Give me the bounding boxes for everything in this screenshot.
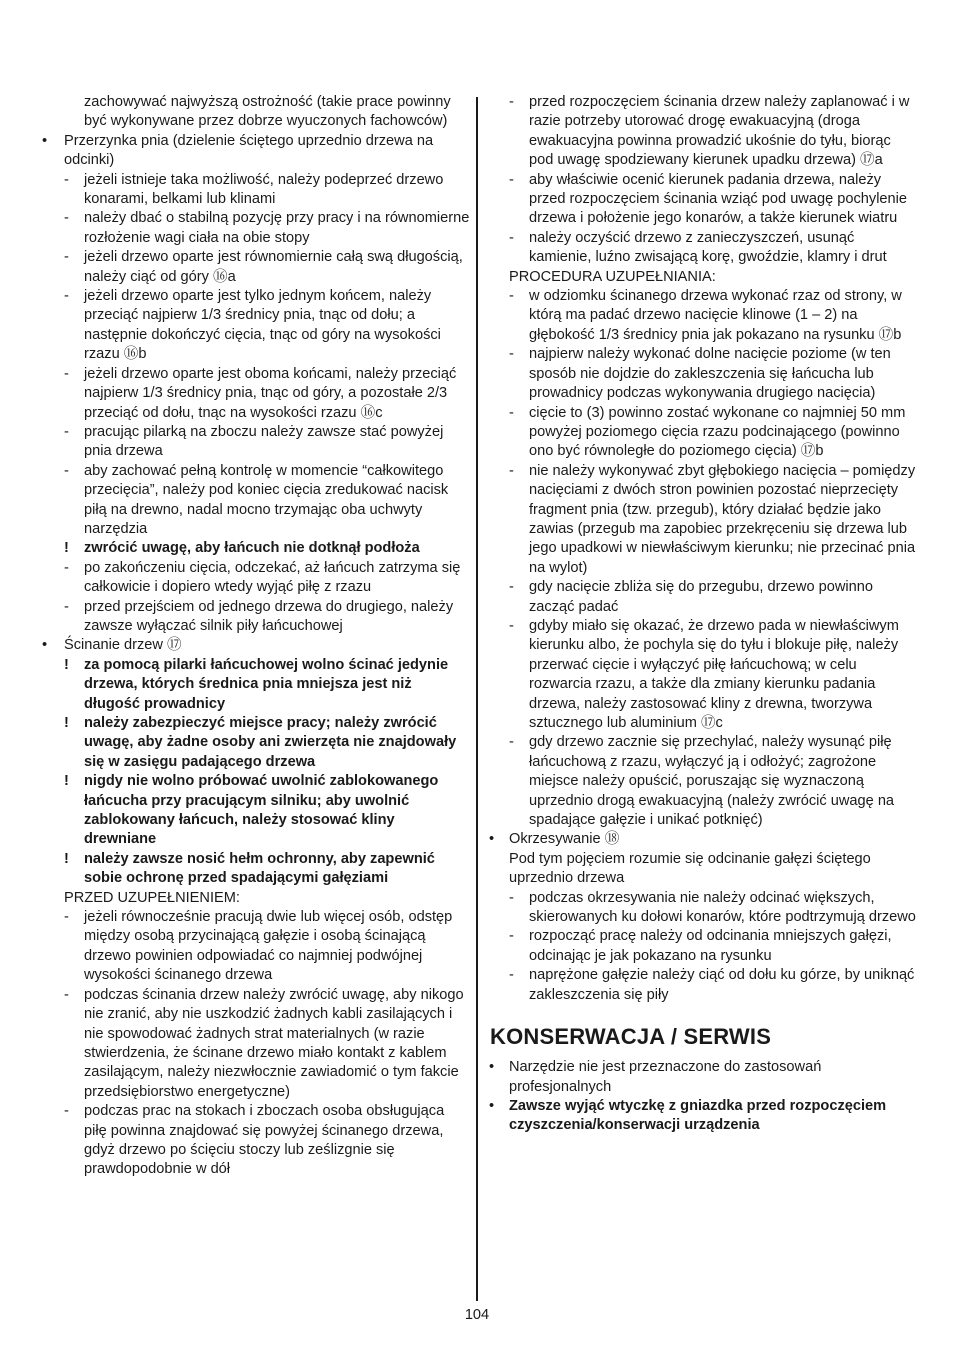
list-item bbox=[487, 966, 917, 1005]
dash-marker: - bbox=[64, 462, 69, 479]
item-text: naprężone gałęzie należy ciąć od dołu ku górze, by uniknąć zakleszczenia się piły bbox=[529, 967, 915, 1003]
list-item bbox=[40, 248, 470, 287]
section-heading: KONSERWACJA / SERWIS bbox=[490, 1024, 772, 1050]
dash-marker: - bbox=[509, 404, 514, 421]
dash-marker: - bbox=[64, 210, 69, 227]
left-column bbox=[40, 93, 470, 1180]
dash-marker: - bbox=[509, 967, 514, 984]
list-item bbox=[40, 1102, 470, 1180]
item-text: podczas prac na stokach i zboczach osoba obsługująca piłę powinna znajdować się powyżej ścinanego drzewa, gdyż drzewo po ścięciu stoczy lub ześlizgnie się prawdopodobnie w dół bbox=[84, 1103, 445, 1178]
dash-marker: - bbox=[509, 462, 514, 479]
list-item bbox=[40, 772, 470, 850]
item-text: cięcie to (3) powinno zostać wykonane co najmniej 50 mm powyżej poziomego cięcia rzazu podcinającego (powinno ono być równoległe do poziomego cięcia) ⑰b bbox=[529, 404, 906, 460]
item-text: jeżeli równocześnie pracują dwie lub więcej osób, odstęp między osobą przycinającą gałęzie i osobą ścinającą drzewo powinien odpowiadać co najmniej podwójnej wysokości ścinanego drzewa bbox=[84, 909, 453, 984]
item-text: rozpocząć pracę należy od odcinania mniejszych gałęzi, odcinając je jak pokazano na rysunku bbox=[529, 928, 892, 964]
dash-marker: - bbox=[509, 928, 514, 945]
bullet-marker: • bbox=[489, 831, 495, 848]
list-item bbox=[487, 617, 917, 733]
list-item bbox=[487, 733, 917, 830]
bullet-item bbox=[487, 830, 917, 849]
item-text: aby zachować pełną kontrolę w momencie “całkowitego przecięcia”, należy pod koniec cięcia zredukować nacisk piłą na drewno, nadal mocno trzymając oba uchwyty narzędzia bbox=[84, 462, 449, 537]
list-item bbox=[40, 171, 470, 210]
item-text: nigdy nie wolno próbować uwolnić zablokowanego łańcucha przy pracującym silniku; aby uwolnić zablokowany łańcuch, należy stosować kliny drewniane bbox=[84, 773, 439, 848]
bullet-item bbox=[40, 636, 470, 655]
right-column bbox=[487, 93, 917, 1136]
column-divider bbox=[476, 97, 478, 1301]
list-item bbox=[487, 404, 917, 462]
list-item bbox=[487, 927, 917, 966]
item-text: nie należy wykonywać zbyt głębokiego nacięcia – pomiędzy nacięciami z dwóch stron powinien pozostać nieprzecięty fragment pnia (tzw. przegub), który działać będzie jako zawias (przegub ma zapobiec przekręceniu się drzewa lub jego upadkowi w niewłaściwym kierunku; nie przecinać pnia na wylot) bbox=[529, 462, 916, 576]
list-item bbox=[40, 656, 470, 714]
bullet-marker: • bbox=[42, 132, 48, 149]
item-text: gdy drzewo zacznie się przechylać, należy wysunąć piłę łańcuchową z rzazu, wyłączyć ją i odłożyć; zagrożone miejsce należy opuścić, poruszając się wyznaczoną uprzednio drogą ewakuacyjną (należy zwrócić uwagę na spadające gałęzie i unikać potknięć) bbox=[529, 734, 895, 829]
dash-marker: - bbox=[509, 288, 514, 305]
item-text: PRZED UZUPEŁNIENIEM: bbox=[64, 889, 240, 906]
bullet-item bbox=[487, 1097, 917, 1136]
item-text: najpierw należy wykonać dolne nacięcie poziome (w ten sposób nie dojdzie do zakleszczenia się łańcucha lub prowadnicy podczas wykonywania drugiego nacięcia) bbox=[529, 346, 891, 402]
warning-marker: ! bbox=[64, 715, 69, 731]
dash-marker: - bbox=[509, 171, 514, 188]
list-item bbox=[487, 93, 917, 171]
paragraph bbox=[487, 268, 917, 287]
item-text: Narzędzie nie jest przeznaczone do zastosowań profesjonalnych bbox=[509, 1059, 822, 1095]
list-item bbox=[40, 986, 470, 1102]
list-item bbox=[40, 559, 470, 598]
item-text: zwrócić uwagę, aby łańcuch nie dotknął podłoża bbox=[84, 540, 420, 557]
list-item bbox=[40, 714, 470, 772]
item-text: gdyby miało się okazać, że drzewo pada w niewłaściwym kierunku albo, że pochyla się do tyłu i blokuje piłę, należy przerwać cięcie i wyłączyć piłę łańcuchową; w celu rozwarcia rzazu, a także dla zmiany kierunku padania drzewa, należy zastosować kliny z drewna, tworzywa sztucznego lub aluminium ⑰c bbox=[529, 617, 899, 731]
item-text: przed rozpoczęciem ścinania drzew należy zaplanować i w razie potrzeby utorować drogę ewakuacyjną (droga ewakuacyjna powinna prowadzić ukośnie do tyłu, biorąc pod uwagę spodziewany kierunek upadku drzewa) ⑰a bbox=[529, 94, 910, 169]
item-text: jeżeli drzewo oparte jest oboma końcami, należy przeciąć najpierw 1/3 średnicy pnia, tnąc od góry, a pozostałe 2/3 przeciąć od dołu, tnąc na wysokości rzazu ⑯c bbox=[84, 365, 457, 421]
list-item bbox=[487, 345, 917, 403]
warning-marker: ! bbox=[64, 850, 69, 867]
dash-marker: - bbox=[509, 94, 514, 110]
item-text: należy oczyścić drzewo z zanieczyszczeń, usunąć kamienie, luźno zwisającą korę, gwoździe, klamry i drut bbox=[529, 229, 887, 266]
bullet-marker: • bbox=[489, 1097, 495, 1114]
warning-marker: ! bbox=[64, 773, 69, 790]
item-text: Ścinanie drzew ⑰ bbox=[64, 637, 182, 654]
dash-marker: - bbox=[509, 579, 514, 596]
item-text: zachowywać najwyższą ostrożność (takie prace powinny być wykonywane przez dobrze wyuczonych fachowców) bbox=[84, 94, 451, 130]
dash-marker: - bbox=[509, 889, 514, 906]
dash-marker: - bbox=[509, 734, 514, 751]
item-text: należy zawsze nosić hełm ochronny, aby zapewnić sobie ochronę przed spadającymi gałęziami bbox=[84, 850, 435, 887]
item-text: za pomocą pilarki łańcuchowej wolno ścinać jedynie drzewa, których średnica pnia mniejsza jest niż długość prowadnicy bbox=[84, 656, 449, 712]
item-text: przed przejściem od jednego drzewa do drugiego, należy zawsze wyłączać silnik piły łańcuchowej bbox=[84, 598, 454, 634]
warning-marker: ! bbox=[64, 656, 69, 673]
dash-marker: - bbox=[64, 423, 69, 440]
dash-marker: - bbox=[64, 249, 69, 266]
list-item bbox=[40, 423, 470, 462]
page-number: 104 bbox=[464, 1307, 490, 1323]
dash-marker: - bbox=[64, 1103, 69, 1120]
item-text: jeżeli istnieje taka możliwość, należy podeprzeć drzewo konarami, belkami lub klinami bbox=[84, 171, 444, 208]
paragraph bbox=[487, 850, 917, 889]
item-text: pracując pilarką na zboczu należy zawsze stać powyżej pnia drzewa bbox=[84, 423, 444, 460]
item-text: aby właściwie ocenić kierunek padania drzewa, należy przed rozpoczęciem ścinania wziąć pod uwagę pochylenie drzewa i położenie jego konarów, a także kierunek wiatru bbox=[529, 171, 908, 227]
item-text: podczas ścinania drzew należy zwrócić uwagę, aby nikogo nie zranić, aby nie uszkodzić żadnych kabli zasilających i nie spowodować żadnych strat materialnych (w razie stwierdzenia, że ścinane drzewo miało kontakt z kablem zasilającym, należy niezwłocznie zawiadomić o tym fakcie przedsiębiorstwo energetyczne) bbox=[84, 986, 464, 1100]
item-text: Przerzynka pnia (dzielenie ściętego uprzednio drzewa na odcinki) bbox=[64, 132, 434, 169]
dash-marker: - bbox=[509, 346, 514, 363]
list-item bbox=[40, 209, 470, 248]
dash-marker: - bbox=[64, 559, 69, 576]
dash-marker: - bbox=[64, 171, 69, 188]
list-item bbox=[487, 171, 917, 229]
item-text: Zawsze wyjąć wtyczkę z gniazdka przed rozpoczęciem czyszczenia/konserwacji urządzenia bbox=[509, 1097, 887, 1134]
dash-marker: - bbox=[509, 229, 514, 246]
dash-marker: - bbox=[64, 288, 69, 305]
item-text: należy dbać o stabilną pozycję przy pracy i na równomierne rozłożenie wagi ciała na obie stopy bbox=[84, 210, 470, 246]
item-text: jeżeli drzewo oparte jest tylko jednym końcem, należy przeciąć najpierw 1/3 średnicy pnia, tnąc od dołu; a następnie dokończyć cięcia, tnąc od góry na wysokości rzazu ⑯b bbox=[84, 288, 441, 363]
list-item bbox=[40, 462, 470, 540]
paragraph bbox=[40, 93, 470, 132]
list-item bbox=[487, 889, 917, 928]
dash-marker: - bbox=[64, 986, 69, 1003]
list-item bbox=[487, 287, 917, 345]
dash-marker: - bbox=[509, 617, 514, 634]
list-item bbox=[487, 229, 917, 268]
item-text: w odziomku ścinanego drzewa wykonać rzaz od strony, w którą ma padać drzewo nacięcie klinowe (1 – 2) na głębokość 1/3 średnicy pnia jak pokazano na rysunku ⑰b bbox=[529, 288, 902, 343]
item-text: Pod tym pojęciem rozumie się odcinanie gałęzi ściętego uprzednio drzewa bbox=[509, 850, 871, 887]
warning-marker: ! bbox=[64, 540, 69, 557]
item-text: jeżeli drzewo oparte jest równomiernie całą swą długością, należy ciąć od góry ⑯a bbox=[84, 249, 463, 285]
item-text: po zakończeniu cięcia, odczekać, aż łańcuch zatrzyma się całkowicie i dopiero wtedy wyjąć piłę z rzazu bbox=[84, 559, 461, 596]
bullet-marker: • bbox=[42, 637, 48, 654]
dash-marker: - bbox=[64, 598, 69, 615]
item-text: PROCEDURA UZUPEŁNIANIA: bbox=[509, 268, 716, 285]
dash-marker: - bbox=[64, 365, 69, 382]
item-text: należy zabezpieczyć miejsce pracy; należy zwrócić uwagę, aby żadne osoby ani zwierzęta nie znajdowały się w zasięgu padającego drzewa bbox=[84, 715, 457, 770]
paragraph bbox=[40, 889, 470, 908]
list-item bbox=[40, 908, 470, 986]
item-text: gdy nacięcie zbliża się do przegubu, drzewo powinno zacząć padać bbox=[529, 579, 873, 615]
item-text: podczas okrzesywania nie należy odcinać większych, skierowanych ku dołowi konarów, które podtrzymują drzewo bbox=[529, 889, 916, 926]
list-item bbox=[40, 539, 470, 558]
dash-marker: - bbox=[64, 909, 69, 926]
list-item bbox=[487, 462, 917, 578]
bullet-item bbox=[487, 1058, 917, 1097]
item-text: Okrzesywanie ⑱ bbox=[509, 831, 620, 848]
list-item bbox=[487, 578, 917, 617]
list-item bbox=[40, 598, 470, 637]
list-item bbox=[40, 365, 470, 423]
bullet-item bbox=[40, 132, 470, 171]
list-item bbox=[40, 850, 470, 889]
list-item bbox=[40, 287, 470, 365]
bullet-marker: • bbox=[489, 1059, 495, 1076]
